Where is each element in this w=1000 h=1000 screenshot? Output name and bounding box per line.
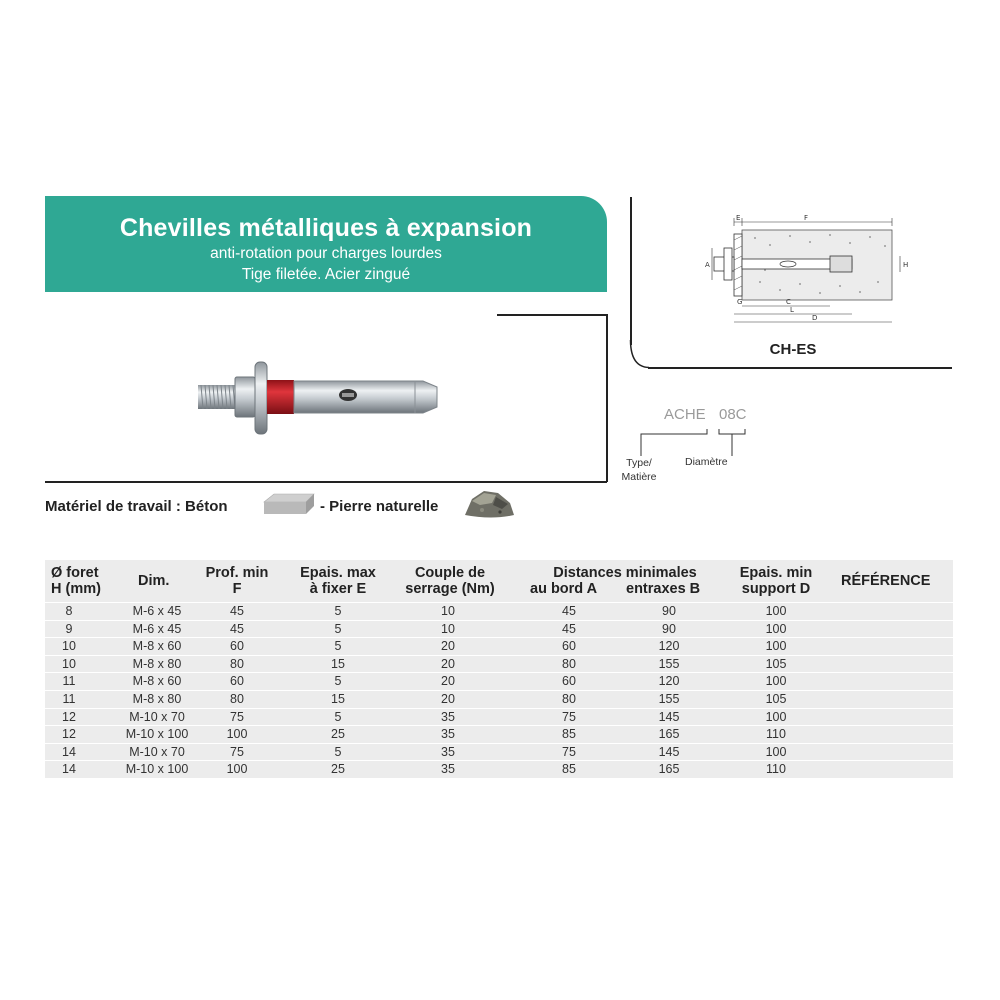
svg-text:H: H	[903, 261, 909, 269]
header-torque: Couple de serrage (Nm)	[405, 565, 495, 597]
cell-dimension: M-8 x 80	[132, 691, 182, 706]
cell-depth-f: 75	[230, 744, 244, 759]
table-row	[45, 672, 953, 690]
cell-thickness-e: 25	[331, 727, 345, 742]
cell-support-d: 110	[766, 762, 786, 777]
subtitle-line-2: Tige filetée. Acier zingué	[241, 266, 411, 283]
cell-spacing-b: 145	[658, 744, 680, 759]
material-label: Matériel de travail : Béton	[45, 498, 228, 515]
cell-drill-diameter: 14	[62, 762, 76, 777]
cell-support-d: 100	[765, 674, 787, 689]
table-body	[45, 602, 953, 778]
header-thickness-e: Epais. max à fixer E	[300, 565, 376, 597]
photo-frame-bottom	[45, 481, 607, 483]
cell-support-d: 100	[765, 604, 787, 618]
cell-dimension: M-10 x 100	[125, 727, 189, 742]
table-row	[45, 725, 953, 743]
cell-support-d: 100	[765, 709, 787, 724]
diagram-frame-bottom	[648, 367, 952, 369]
cell-depth-f: 80	[230, 656, 244, 671]
cell-drill-diameter: 12	[62, 727, 76, 742]
cell-edge-a: 80	[562, 656, 576, 671]
concrete-block-icon	[262, 490, 317, 520]
table-row	[45, 743, 953, 761]
svg-text:E: E	[736, 214, 741, 222]
cell-support-d: 100	[765, 639, 787, 654]
table-row	[45, 690, 953, 708]
cell-depth-f: 75	[230, 709, 244, 724]
cell-dimension: M-10 x 70	[129, 744, 185, 759]
cell-drill-diameter: 8	[65, 604, 73, 618]
cell-depth-f: 100	[226, 727, 248, 742]
cell-dimension: M-6 x 45	[132, 621, 182, 636]
cell-support-d: 100	[765, 744, 787, 759]
cell-thickness-e: 5	[334, 621, 342, 636]
cell-drill-diameter: 9	[65, 621, 73, 636]
cell-edge-a: 45	[562, 621, 576, 636]
header-banner	[45, 196, 607, 292]
table-row	[45, 655, 953, 673]
cell-edge-a: 85	[562, 727, 576, 742]
cell-edge-a: 60	[562, 674, 576, 689]
header-min-distances: Distances minimales	[553, 565, 697, 581]
cell-depth-f: 45	[230, 604, 244, 618]
diagram-frame-corner	[629, 340, 651, 370]
cell-depth-f: 100	[226, 762, 248, 777]
svg-text:F: F	[804, 214, 809, 222]
cell-torque: 20	[441, 674, 455, 689]
reference-code-diameter: 08C	[719, 406, 747, 423]
anchor-bolt-image	[185, 352, 465, 442]
cell-depth-f: 60	[230, 674, 244, 689]
header-depth-f: Prof. min F	[205, 565, 269, 597]
cell-dimension: M-10 x 70	[129, 709, 185, 724]
reference-code-brackets	[635, 426, 750, 458]
reference-code-type: ACHE	[664, 406, 706, 423]
cell-torque: 35	[441, 744, 455, 759]
material-label-2: - Pierre naturelle	[320, 498, 439, 515]
cell-support-d: 105	[765, 656, 787, 671]
cell-torque: 35	[441, 762, 455, 777]
label-diametre: Diamètre	[685, 456, 728, 468]
cell-thickness-e: 15	[331, 691, 345, 706]
subtitle-line-1: anti-rotation pour charges lourdes	[210, 245, 442, 262]
cell-depth-f: 80	[230, 691, 244, 706]
svg-text:C: C	[786, 298, 791, 306]
svg-text:A: A	[705, 261, 710, 269]
cell-edge-a: 85	[562, 762, 576, 777]
cell-spacing-b: 165	[658, 727, 680, 742]
table-row	[45, 602, 953, 620]
cell-edge-a: 80	[562, 691, 576, 706]
label-type-matiere: Type/ Matière	[621, 457, 657, 483]
cell-edge-a: 75	[562, 709, 576, 724]
cell-drill-diameter: 11	[62, 691, 76, 706]
cell-torque: 20	[441, 691, 455, 706]
cell-drill-diameter: 10	[62, 639, 76, 654]
cell-thickness-e: 25	[331, 762, 345, 777]
cell-support-d: 100	[765, 621, 787, 636]
cell-depth-f: 60	[230, 639, 244, 654]
cell-support-d: 105	[765, 691, 787, 706]
svg-text:D: D	[812, 314, 818, 322]
cell-thickness-e: 15	[331, 656, 345, 671]
cell-thickness-e: 5	[334, 709, 342, 724]
natural-stone-icon	[462, 487, 516, 521]
cell-dimension: M-10 x 100	[125, 762, 189, 777]
cell-torque: 20	[441, 639, 455, 654]
cell-edge-a: 45	[562, 604, 576, 618]
svg-text:G: G	[737, 298, 743, 306]
cell-spacing-b: 165	[658, 762, 680, 777]
cell-drill-diameter: 14	[62, 744, 76, 759]
cell-spacing-b: 145	[658, 709, 680, 724]
header-drill-diameter: Ø foret H (mm)	[51, 565, 101, 597]
cell-depth-f: 45	[230, 621, 244, 636]
header-spacing-b: entraxes B	[626, 581, 701, 597]
cell-drill-diameter: 11	[62, 674, 76, 689]
table-row	[45, 708, 953, 726]
table-row	[45, 637, 953, 655]
cell-torque: 10	[441, 604, 455, 618]
cell-thickness-e: 5	[334, 604, 342, 618]
header-edge-a: au bord A	[530, 581, 598, 597]
cell-spacing-b: 120	[658, 674, 680, 689]
cell-torque: 10	[441, 621, 455, 636]
cell-dimension: M-8 x 80	[132, 656, 182, 671]
cell-edge-a: 75	[562, 744, 576, 759]
cell-torque: 35	[441, 709, 455, 724]
technical-diagram	[700, 210, 920, 330]
cell-torque: 20	[441, 656, 455, 671]
diagram-frame-left	[630, 197, 632, 345]
cell-thickness-e: 5	[334, 674, 342, 689]
cell-dimension: M-6 x 45	[132, 604, 182, 618]
diagram-caption: CH-ES	[769, 341, 817, 358]
header-reference: RÉFÉRENCE	[841, 573, 931, 589]
cell-torque: 35	[441, 727, 455, 742]
cell-spacing-b: 155	[658, 656, 680, 671]
header-support-d: Epais. min support D	[739, 565, 813, 597]
page-title: Chevilles métalliques à expansion	[119, 214, 533, 242]
svg-text:L: L	[790, 306, 794, 314]
cell-spacing-b: 120	[658, 639, 680, 654]
photo-frame-right	[606, 314, 608, 482]
cell-dimension: M-8 x 60	[132, 639, 182, 654]
header-dimension: Dim.	[138, 573, 170, 589]
cell-drill-diameter: 12	[62, 709, 76, 724]
photo-frame-top	[497, 314, 607, 316]
table-row	[45, 760, 953, 778]
cell-dimension: M-8 x 60	[132, 674, 182, 689]
cell-edge-a: 60	[562, 639, 576, 654]
cell-drill-diameter: 10	[62, 656, 76, 671]
cell-thickness-e: 5	[334, 639, 342, 654]
cell-spacing-b: 90	[662, 604, 676, 618]
cell-spacing-b: 90	[662, 621, 676, 636]
cell-support-d: 110	[766, 727, 786, 742]
table-row	[45, 620, 953, 638]
cell-spacing-b: 155	[658, 691, 680, 706]
cell-thickness-e: 5	[334, 744, 342, 759]
